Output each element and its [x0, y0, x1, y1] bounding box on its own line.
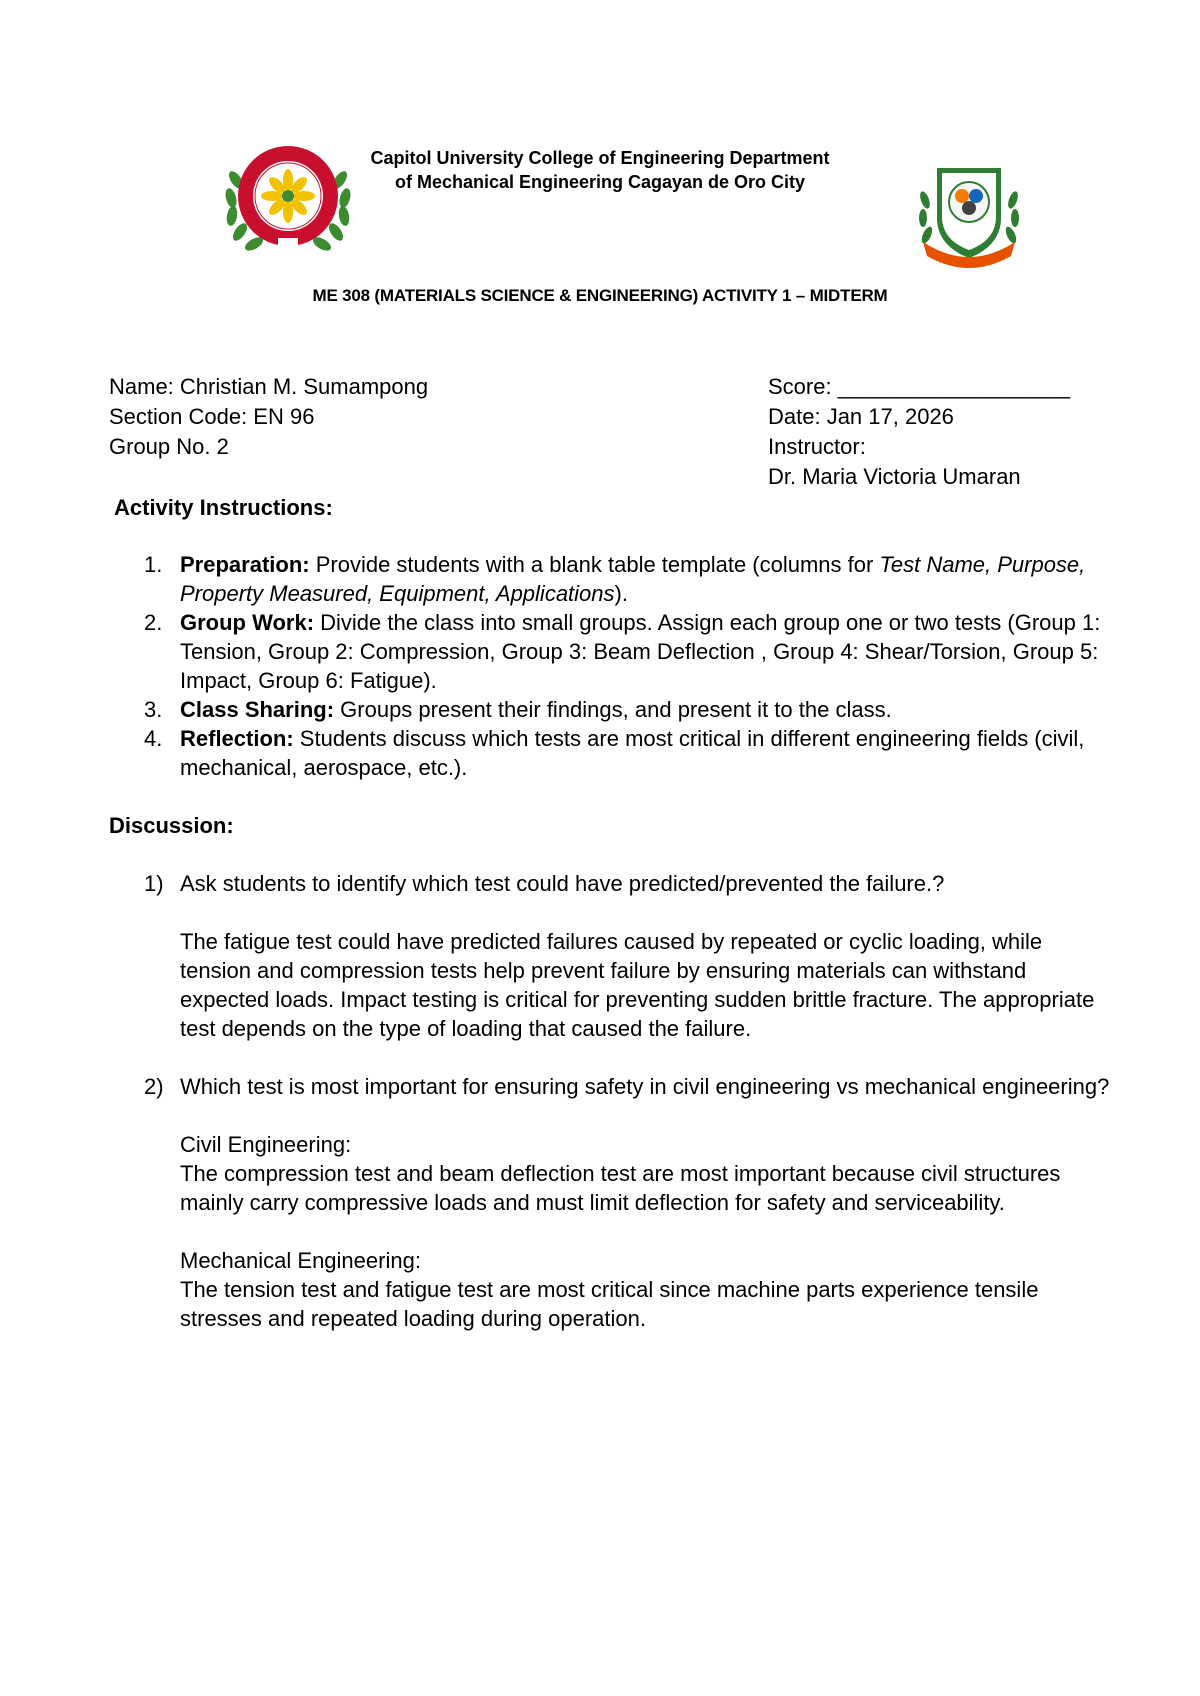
student-name: Name: Christian M. Sumampong [109, 374, 429, 399]
list-number: 3. [144, 697, 163, 722]
instructions-heading: Activity Instructions: [114, 495, 333, 520]
list-item [109, 724, 1119, 782]
grading-info [768, 372, 1070, 492]
mechanical-engineering-label: Mechanical Engineering: [180, 1248, 421, 1273]
item-label: Preparation: [180, 552, 310, 577]
instructor-label: Instructor: [768, 434, 866, 459]
list-number: 2. [144, 610, 163, 635]
list-item [109, 550, 1119, 608]
discussion-heading: Discussion: [109, 813, 234, 838]
answer-paragraph: The fatigue test could have predicted failures caused by repeated or cyclic loading, while tension and compression tests help prevent failure by ensuring materials can withstand expected loads. Impact testing is critical for preventing sudden brittle fracture. The appropriate test depends on the type of loading that caused the failure. [180, 929, 1095, 1041]
question-number: 1) [144, 871, 164, 896]
question-text: Ask students to identify which test could have predicted/prevented the failure.? [180, 871, 945, 896]
list-item [109, 695, 1119, 724]
date-line: Date: Jan 17, 2026 [768, 404, 954, 429]
item-text: Groups present their findings, and present it to the class. [334, 697, 892, 722]
item-text: Students discuss which tests are most critical in different engineering fields (civil, mechanical, aerospace, etc.). [180, 726, 1085, 780]
item-label: Group Work: [180, 610, 315, 635]
engineering-department-logo [915, 160, 1023, 270]
instructor-name: Dr. Maria Victoria Umaran [768, 464, 1021, 489]
civil-engineering-label: Civil Engineering: [180, 1132, 352, 1157]
question-text: Which test is most important for ensuring safety in civil engineering vs mechanical engineering? [180, 1074, 1110, 1099]
institution-line-1: Capitol University College of Engineering Department [370, 148, 830, 168]
group-number: Group No. 2 [109, 434, 229, 459]
civil-engineering-answer: The compression test and beam deflection test are most important because civil structures mainly carry compressive loads and must limit deflection for safety and serviceability. [180, 1161, 1061, 1215]
item-text: Divide the class into small groups. Assign each group one or two tests (Group 1: Tension, Group 2: Compression, Group 3: Beam Deflection , Group 4: Shear/Torsion, Group 5: Impact, Group 6: Fatigue). [180, 610, 1101, 693]
item-label: Reflection: [180, 726, 294, 751]
item-text: Provide students with a blank table template (columns for [309, 552, 880, 577]
list-number: 4. [144, 726, 163, 751]
department-seal-icon [915, 160, 1023, 270]
item-label: Class Sharing: [180, 697, 335, 722]
discussion-question-2 [109, 1072, 1119, 1101]
institution-header [330, 146, 870, 194]
score-line: Score: ___________________ [768, 374, 1071, 399]
course-title: ME 308 (MATERIALS SCIENCE & ENGINEERING) ACTIVITY 1 – MIDTERM [312, 286, 888, 305]
item-text-end: ). [614, 581, 628, 606]
question-number: 2) [144, 1074, 164, 1099]
institution-line-2: of Mechanical Engineering Cagayan de Oro City [394, 172, 806, 192]
section-code: Section Code: EN 96 [109, 404, 315, 429]
list-item [109, 608, 1119, 695]
list-number: 1. [144, 552, 163, 577]
instructions-list [109, 550, 1119, 782]
item-italic-text: Test Name, Purpose, Property Measured, Equipment, Applications [180, 552, 1086, 606]
discussion-list [109, 869, 1119, 1333]
discussion-question-1 [109, 869, 1119, 898]
student-info [109, 372, 428, 462]
mechanical-engineering-answer: The tension test and fatigue test are most critical since machine parts experience tensile stresses and repeated loading during operation. [180, 1277, 1039, 1331]
